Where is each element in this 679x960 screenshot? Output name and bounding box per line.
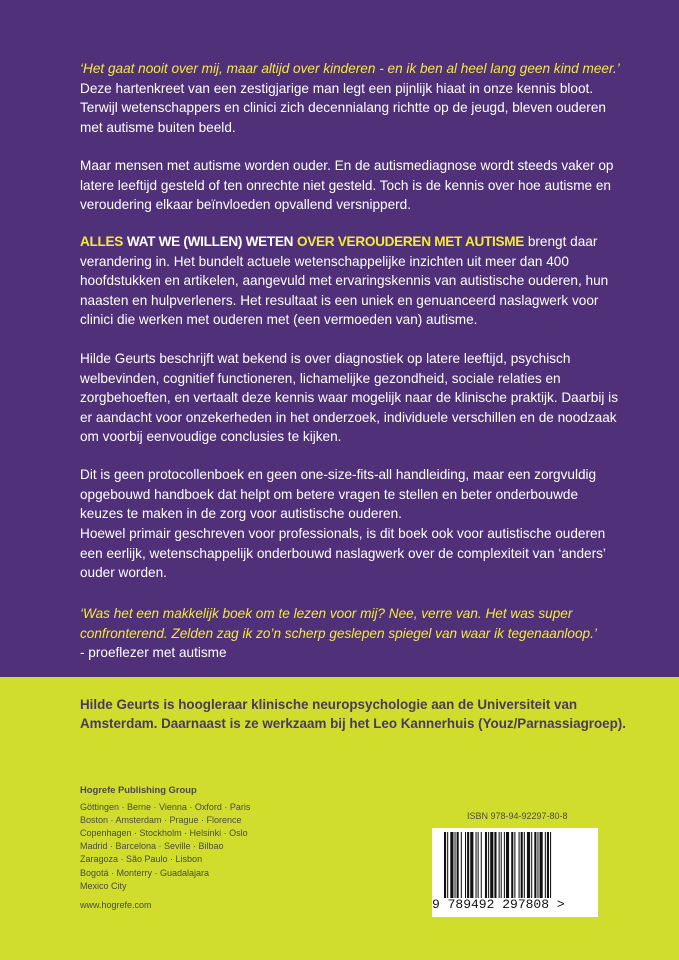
- paragraph-book-intro: [80, 232, 620, 330]
- author-bio: Hilde Geurts is hoogleraar klinische neuropsychologie aan de Universiteit van Amsterdam. Daarnaast is ze werkzaam bij het Leo Kannerhuis (Youz/Parnassiagroep).: [80, 697, 626, 731]
- barcode-bars-icon: [444, 832, 586, 898]
- paragraph-aging: [80, 156, 620, 215]
- publisher-city-line: Bogotá · Monterry · Guadalajara: [80, 867, 210, 878]
- paragraph-handbook: [80, 465, 620, 524]
- isbn-label: ISBN 978-94-92297-80-8: [467, 811, 568, 821]
- paragraph-5: Dit is geen protocollenboek en geen one-size-fits-all handleiding, maar een zorgvuldig opgebouwd handboek dat helpt om betere vragen te stellen en beter onderbouwde keuzes te maken in de zorg voor autistische ouderen.: [80, 467, 597, 522]
- reader-testimonial: [80, 604, 620, 663]
- title-wat-we-willen-weten: WAT WE (WILLEN) WETEN: [126, 234, 294, 249]
- publisher-name: Hogrefe Publishing Group: [80, 784, 197, 795]
- publisher-url: www.hogrefe.com: [80, 900, 152, 910]
- paragraph-audience: [80, 524, 620, 583]
- paragraph-2: Maar mensen met autisme worden ouder. En de autismediagnose wordt steeds vaker op latere leeftijd gesteld of ten onrechte niet gesteld. Toch is de kennis over hoe autisme en veroudering elkaar beïnvloeden opvallend versnipperd.: [80, 158, 614, 213]
- publisher-city-line: Zaragoza · São Paulo · Lisbon: [80, 854, 203, 865]
- publisher-city-line: Göttingen · Berne · Vienna · Oxford · Paris: [80, 802, 251, 813]
- publisher-city-line: Copenhagen · Stockholm · Helsinki · Oslo: [80, 828, 248, 839]
- paragraph-3-text: brengt daar verandering in. Het bundelt actuele wetenschappelijke inzichten uit meer dan 400 hoofdstukken en artikelen, aangevuld met ervaringskennis van autistische ouderen, hun naasten en hulpverleners. Het resultaat is een uniek en genuanceerd naslagwerk voor clinici die werken met ouderen met (een vermoeden van) autisme.: [80, 234, 609, 328]
- publisher-city-line: Boston · Amsterdam · Prague · Florence: [80, 815, 242, 826]
- title-over-verouderen: OVER VEROUDEREN MET AUTISME: [296, 234, 525, 249]
- title-alles: ALLES: [80, 234, 124, 249]
- barcode-digits: 9 789492 297808 >: [432, 897, 565, 912]
- paragraph-4: Hilde Geurts beschrijft wat bekend is over diagnostiek op latere leeftijd, psychisch welbevinden, cognitief functioneren, lichamelijke gezondheid, sociale relaties en zorgbehoeften, en vertaalt deze kennis waar mogelijk naar de klinische praktijk. Daarbij is er aandacht voor onzekerheden in het onderzoek, individuele verschillen en de noodzaak om voorbij eenvoudige conclusies te kijken.: [80, 351, 618, 445]
- reader-quote: ‘Was het een makkelijk boek om te lezen voor mij? Nee, verre van. Het was super confronterend. Zelden zag ik zo’n scherp geslepen spiegel van waar ik tegenaanloop.’: [80, 606, 597, 641]
- publisher-city-line: Madrid · Barcelona · Seville · Bilbao: [80, 841, 224, 852]
- paragraph-content: [80, 349, 620, 447]
- intro-text: Deze hartenkreet van een zestigjarige man legt een pijnlijk hiaat in onze kennis bloot. Terwijl wetenschappers en clinici zich decennialang richtte op de jeugd, bleven ouderen met autisme buiten beeld.: [80, 80, 606, 135]
- publisher-block: [80, 783, 300, 893]
- reader-attribution: - proeflezer met autisme: [80, 645, 227, 661]
- intro-paragraph: [80, 59, 620, 137]
- paragraph-6: Hoewel primair geschreven voor professionals, is dit boek ook voor autistische ouderen een eerlijk, wetenschappelijk onderbouwd naslagwerk over de complexiteit van ‘anders’ ouder worden.: [80, 526, 606, 581]
- intro-quote: ‘Het gaat nooit over mij, maar altijd over kinderen - en ik ben al heel lang geen kind meer.’: [80, 61, 620, 76]
- publisher-city-line: Mexico City: [80, 880, 127, 891]
- barcode: [432, 828, 598, 917]
